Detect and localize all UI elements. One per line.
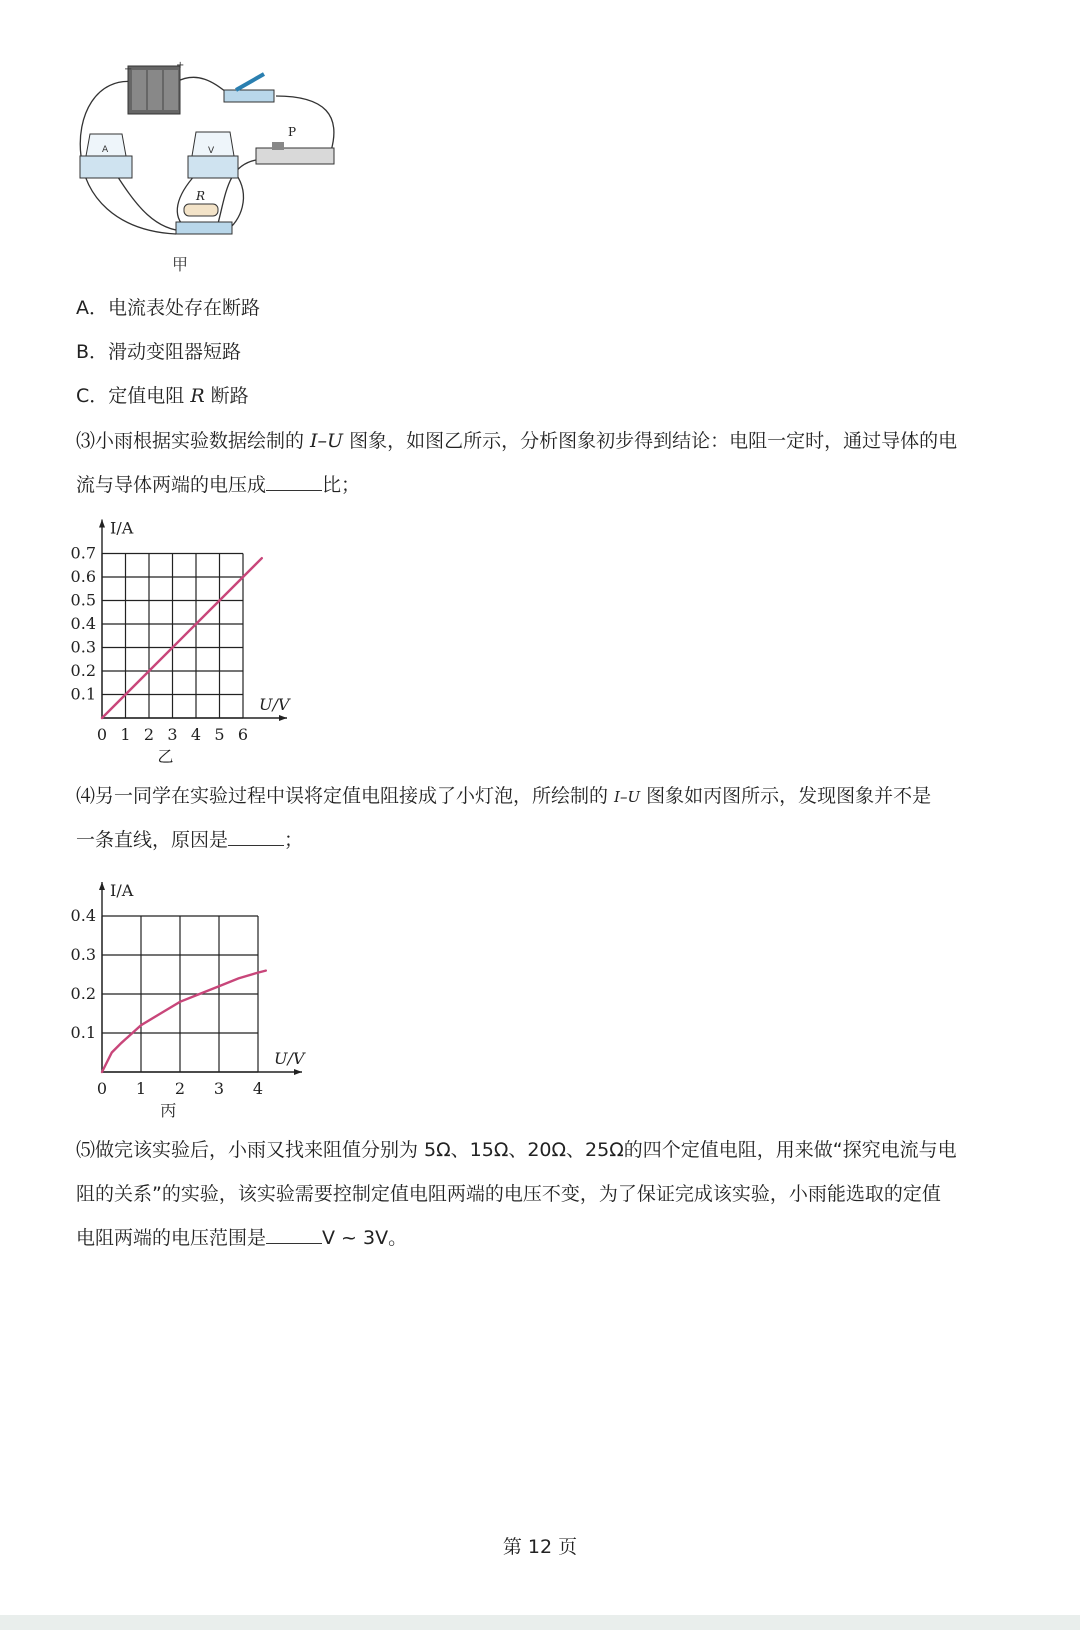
svg-text:−: − bbox=[124, 64, 133, 75]
q5-text: V ~ 3V。 bbox=[322, 1227, 408, 1249]
svg-text:V: V bbox=[208, 146, 215, 156]
option-text: 滑动变阻器短路 bbox=[108, 341, 242, 363]
resistor-icon bbox=[176, 189, 232, 234]
figure-caption: 乙 bbox=[157, 747, 174, 766]
voltmeter-icon bbox=[188, 132, 238, 178]
option-c[interactable] bbox=[76, 382, 249, 410]
battery-icon bbox=[124, 60, 184, 114]
y-tick-label: 0.4 bbox=[70, 614, 96, 633]
x-tick-label: 0 bbox=[96, 725, 108, 744]
svg-text:R: R bbox=[196, 189, 206, 203]
ammeter-icon bbox=[80, 134, 132, 178]
option-text-italic: R bbox=[190, 385, 205, 407]
option-b[interactable] bbox=[76, 338, 241, 366]
answer-blank[interactable] bbox=[228, 827, 284, 846]
x-axis-label: U/V bbox=[274, 1049, 305, 1068]
y-tick-label: 0.2 bbox=[70, 661, 96, 680]
q5-text: 电阻两端的电压范围是 bbox=[76, 1227, 267, 1249]
x-tick-label: 3 bbox=[167, 725, 178, 744]
option-letter: C． bbox=[76, 385, 109, 407]
bottom-strip bbox=[0, 1615, 1080, 1630]
x-tick-label: 0 bbox=[96, 1079, 108, 1098]
x-tick-label: 3 bbox=[213, 1079, 225, 1098]
option-text: 定值电阻 bbox=[108, 385, 191, 407]
q3-text: ⑶小雨根据实验数据绘制的 bbox=[76, 430, 311, 452]
option-a[interactable] bbox=[76, 294, 260, 322]
q4-iu: I–U bbox=[614, 788, 641, 806]
y-tick-label: 0.6 bbox=[70, 567, 96, 586]
y-axis-arrow bbox=[99, 520, 105, 528]
x-axis-arrow bbox=[279, 715, 287, 721]
q3-text: 比； bbox=[322, 474, 361, 496]
figure-caption: 丙 bbox=[160, 1101, 177, 1120]
circuit-diagram bbox=[76, 56, 346, 281]
q4-text: 一条直线，原因是 bbox=[76, 829, 229, 851]
svg-text:+: + bbox=[176, 60, 185, 71]
y-tick-label: 0.5 bbox=[70, 590, 96, 610]
q5-line-2: 阻的关系”的实验，该实验需要控制定值电阻两端的电压不变，为了保证完成该实验，小雨能选取的定值 bbox=[76, 1183, 941, 1205]
graph-bing bbox=[60, 872, 340, 1122]
q3-iu: I–U bbox=[310, 430, 344, 452]
q4-text: ； bbox=[284, 829, 304, 851]
y-tick-label: 0.7 bbox=[70, 543, 96, 563]
x-axis-arrow bbox=[294, 1069, 302, 1075]
q4-line-1 bbox=[76, 782, 931, 811]
x-tick-label: 2 bbox=[174, 1079, 186, 1098]
figure-caption-jia: 甲 bbox=[172, 255, 189, 274]
option-text: 断路 bbox=[204, 385, 249, 407]
q4-text: 图象如丙图所示，发现图象并不是 bbox=[640, 785, 932, 807]
rheostat-icon bbox=[256, 125, 334, 164]
q4-text: ⑷另一同学在实验过程中误将定值电阻接成了小灯泡，所绘制的 bbox=[76, 785, 615, 807]
x-tick-label: 2 bbox=[143, 725, 155, 744]
answer-blank[interactable] bbox=[266, 472, 322, 491]
y-axis-label: I/A bbox=[110, 518, 134, 538]
q5-line-1: ⑸做完该实验后，小雨又找来阻值分别为 5Ω、15Ω、20Ω、25Ω的四个定值电阻，用来做“探究电流与电 bbox=[76, 1139, 957, 1161]
q5-line-3 bbox=[76, 1224, 407, 1252]
svg-text:A: A bbox=[102, 145, 109, 155]
answer-blank[interactable] bbox=[266, 1225, 322, 1244]
switch-icon bbox=[224, 74, 274, 102]
option-text: 电流表处存在断路 bbox=[108, 297, 261, 319]
x-tick-label: 1 bbox=[120, 725, 131, 744]
x-tick-label: 5 bbox=[214, 725, 225, 744]
y-axis-label: I/A bbox=[110, 881, 134, 900]
q3-line-2 bbox=[76, 471, 360, 499]
q3-line-1 bbox=[76, 427, 957, 455]
y-tick-label: 0.3 bbox=[70, 637, 96, 657]
y-tick-label: 0.1 bbox=[70, 684, 96, 704]
x-axis-label: U/V bbox=[259, 695, 290, 714]
option-letter: B． bbox=[76, 341, 109, 363]
q3-text: 流与导体两端的电压成 bbox=[76, 474, 267, 496]
page-number: 第 12 页 bbox=[502, 1536, 578, 1558]
svg-text:P: P bbox=[288, 125, 297, 139]
y-tick-label: 0.3 bbox=[70, 945, 96, 964]
x-tick-label: 1 bbox=[135, 1079, 147, 1098]
data-line bbox=[102, 971, 266, 1072]
x-tick-label: 4 bbox=[190, 725, 202, 744]
graph-yi bbox=[60, 518, 340, 768]
y-tick-label: 0.4 bbox=[70, 906, 96, 925]
x-tick-label: 6 bbox=[237, 725, 249, 744]
option-letter: A． bbox=[76, 297, 108, 319]
x-tick-label: 4 bbox=[252, 1079, 264, 1098]
q4-line-2 bbox=[76, 826, 303, 854]
y-axis-arrow bbox=[99, 882, 105, 890]
q3-text: 图象，如图乙所示，分析图象初步得到结论：电阻一定时，通过导体的电 bbox=[343, 430, 958, 452]
y-tick-label: 0.2 bbox=[70, 984, 96, 1003]
y-tick-label: 0.1 bbox=[70, 1023, 96, 1042]
